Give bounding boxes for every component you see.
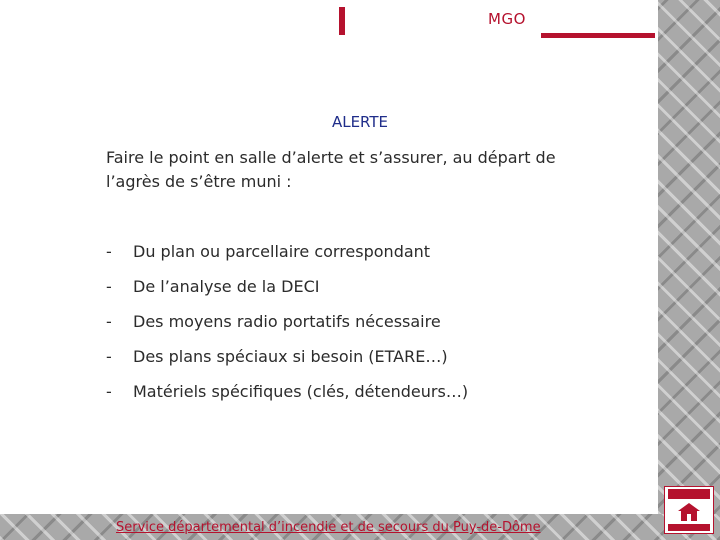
header-underline: [541, 33, 655, 38]
bullet-marker: -: [106, 382, 112, 401]
bullet-marker: -: [106, 242, 112, 261]
list-item: [106, 277, 626, 312]
bullet-list: [106, 242, 626, 417]
bullet-text: Matériels spécifiques (clés, détendeurs…): [133, 382, 469, 401]
bullet-marker: -: [106, 277, 112, 296]
house-icon: [677, 502, 701, 522]
footer-organization: Service départemental d’incendie et de secours du Puy-de-Dôme: [116, 520, 541, 535]
logo-bottom-band: [668, 524, 710, 531]
bullet-text: Des moyens radio portatifs nécessaire: [133, 312, 441, 331]
bullet-text: De l’analyse de la DECI: [133, 277, 320, 296]
bullet-text: Des plans spéciaux si besoin (ETARE…): [133, 347, 448, 366]
diamond-plate-side: [658, 0, 720, 540]
bullet-marker: -: [106, 312, 112, 331]
bullet-text: Du plan ou parcellaire correspondant: [133, 242, 431, 261]
list-item: [106, 382, 626, 417]
list-item: [106, 242, 626, 277]
slide-intro: Faire le point en salle d’alerte et s’assurer, au départ de l’agrès de s’être muni :: [106, 148, 556, 191]
header-accent-bar: [339, 7, 345, 35]
sdis-logo-icon: [664, 486, 714, 534]
list-item: [106, 347, 626, 382]
slide-title: ALERTE: [331, 113, 389, 131]
header-code: MGO: [488, 10, 526, 28]
list-item: [106, 312, 626, 347]
bullet-marker: -: [106, 347, 112, 366]
logo-top-band: [668, 489, 710, 499]
